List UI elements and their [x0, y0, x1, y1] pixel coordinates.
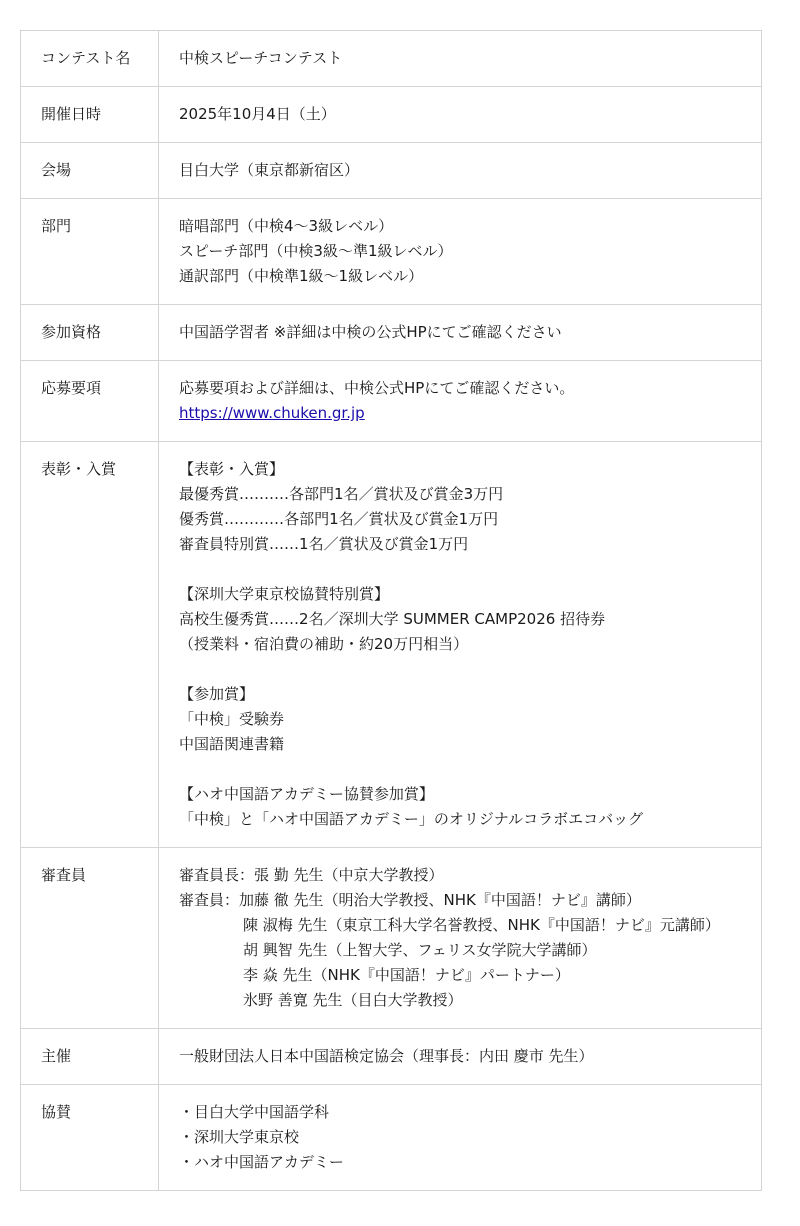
- row-value: [159, 361, 762, 442]
- row-label: 部門: [21, 199, 159, 305]
- row-label: 会場: [21, 143, 159, 199]
- value-line: 審査員特別賞‥‥‥1名／賞状及び賞金1万円: [179, 535, 469, 553]
- value-line: 一般財団法人日本中国語検定協会（理事長：内田 慶市 先生）: [179, 1047, 594, 1065]
- judge-line: 李 焱 先生（NHK『中国語！ナビ』パートナー）: [243, 966, 570, 984]
- value-line: 「中検」と「ハオ中国語アカデミー」のオリジナルコラボエコバッグ: [179, 810, 644, 828]
- value-line: 中国語関連書籍: [179, 735, 285, 753]
- row-value: [159, 87, 762, 143]
- judge-line: 陳 淑梅 先生（東京工科大学名誉教授、NHK『中国語！ナビ』元講師）: [243, 916, 720, 934]
- value-line: 中検スピーチコンテスト: [179, 49, 343, 67]
- value-line: 応募要項および詳細は、中検公式HPにてご確認ください。: [179, 379, 575, 397]
- row-value: [159, 848, 762, 1029]
- row-value: [159, 143, 762, 199]
- row-venue: [21, 143, 762, 199]
- chuken-website-link[interactable]: https://www.chuken.gr.jp: [179, 404, 365, 422]
- row-divisions: [21, 199, 762, 305]
- row-eligibility: [21, 305, 762, 361]
- blank-line: [179, 757, 741, 782]
- value-line: 【参加賞】: [179, 685, 255, 703]
- value-line: 暗唱部門（中検4～3級レベル）: [179, 217, 394, 235]
- value-line: 【深圳大学東京校協賛特別賞】: [179, 585, 390, 603]
- contest-info-table: [20, 30, 762, 1191]
- blank-line: [179, 557, 741, 582]
- row-label: 応募要項: [21, 361, 159, 442]
- row-contest-name: [21, 31, 762, 87]
- value-line: ・ハオ中国語アカデミー: [179, 1153, 344, 1171]
- row-label: 主催: [21, 1029, 159, 1085]
- row-date: [21, 87, 762, 143]
- row-label: 審査員: [21, 848, 159, 1029]
- value-line: 優秀賞‥‥‥‥‥‥各部門1名／賞状及び賞金1万円: [179, 510, 499, 528]
- row-label: 開催日時: [21, 87, 159, 143]
- value-line: 通訳部門（中検準1級～1級レベル）: [179, 267, 424, 285]
- contest-info-sheet: [20, 30, 762, 1191]
- row-value: [159, 305, 762, 361]
- value-line: 目白大学（東京都新宿区）: [179, 161, 360, 179]
- row-value: [159, 31, 762, 87]
- row-organizer: [21, 1029, 762, 1085]
- row-value: [159, 1029, 762, 1085]
- row-label: 表彰・入賞: [21, 442, 159, 848]
- value-line: 【ハオ中国語アカデミー協賛参加賞】: [179, 785, 434, 803]
- value-line: 審査員：加藤 徹 先生（明治大学教授、NHK『中国語！ナビ』講師）: [179, 891, 641, 909]
- judge-line: 氷野 善寛 先生（目白大学教授）: [243, 991, 463, 1009]
- judge-line: 胡 興智 先生（上智大学、フェリス女学院大学講師）: [243, 941, 597, 959]
- value-line: 「中検」受験券: [179, 710, 285, 728]
- value-line: 中国語学習者 ※詳細は中検の公式HPにてご確認ください: [179, 323, 562, 341]
- row-application: [21, 361, 762, 442]
- value-line: スピーチ部門（中検3級～準1級レベル）: [179, 242, 453, 260]
- value-line: 高校生優秀賞‥‥‥2名／深圳大学 SUMMER CAMP2026 招待券: [179, 610, 606, 628]
- value-line: 審査員長：張 勤 先生（中京大学教授）: [179, 866, 444, 884]
- blank-line: [179, 657, 741, 682]
- row-label: コンテスト名: [21, 31, 159, 87]
- value-line: 最優秀賞‥‥‥‥‥各部門1名／賞状及び賞金3万円: [179, 485, 504, 503]
- row-value: [159, 199, 762, 305]
- row-awards: [21, 442, 762, 848]
- value-line: 2025年10月4日（土）: [179, 105, 336, 123]
- row-sponsors: [21, 1085, 762, 1191]
- row-judges: [21, 848, 762, 1029]
- value-line: ・深圳大学東京校: [179, 1128, 300, 1146]
- row-value: [159, 442, 762, 848]
- value-line: 【表彰・入賞】: [179, 460, 285, 478]
- row-label: 参加資格: [21, 305, 159, 361]
- row-label: 協賛: [21, 1085, 159, 1191]
- value-line: （授業料・宿泊費の補助・約20万円相当）: [179, 635, 469, 653]
- value-line: ・目白大学中国語学科: [179, 1103, 330, 1121]
- row-value: [159, 1085, 762, 1191]
